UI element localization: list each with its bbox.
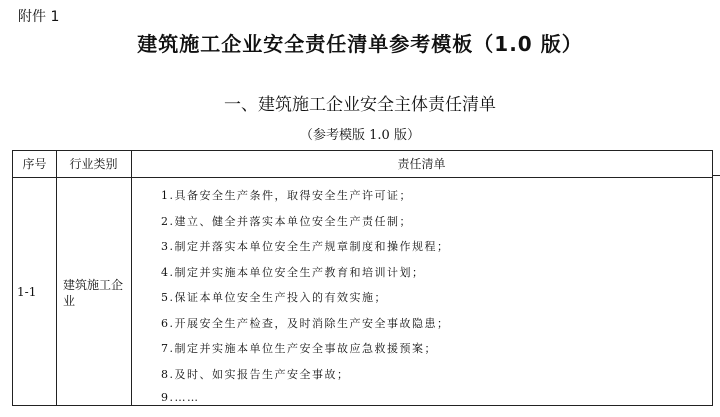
- row-serial-number: 1-1: [17, 285, 37, 299]
- header-industry-category: 行业类别: [69, 157, 118, 171]
- responsibility-item: 4.制定并实施本单位安全生产教育和培训计划；: [161, 265, 425, 279]
- responsibility-item: 8.及时、如实报告生产安全事故；: [161, 367, 350, 381]
- header-divider: [13, 177, 712, 178]
- responsibility-item: 7.制定并实施本单位生产安全事故应急救援预案；: [161, 342, 437, 355]
- responsibility-item: 3.制定并落实本单位安全生产规章制度和操作规程；: [161, 240, 450, 253]
- responsibility-item: 2.建立、健全并落实本单位安全生产责任制；: [161, 214, 412, 228]
- responsibility-items: [161, 187, 450, 417]
- responsibility-item: 6.开展安全生产检查，及时消除生产安全事故隐患；: [161, 316, 450, 330]
- table-edge-tick: [712, 175, 720, 176]
- header-serial-number: 序号: [22, 157, 47, 171]
- document-title: 建筑施工企业安全责任清单参考模板（1.0 版）: [137, 32, 583, 56]
- section-title: 一、建筑施工企业安全主体责任清单: [224, 95, 496, 115]
- row-industry-category: 建筑施工企业: [63, 278, 124, 308]
- responsibility-item: 9.……: [161, 391, 200, 404]
- column-divider: [56, 151, 57, 405]
- column-divider: [131, 151, 132, 405]
- responsibility-table: [12, 150, 713, 406]
- attachment-label: 附件 1: [18, 9, 60, 25]
- template-version-subtitle: （参考模版 1.0 版）: [300, 128, 420, 143]
- header-responsibility-list: 责任清单: [397, 157, 446, 171]
- responsibility-item: 1.具备安全生产条件，取得安全生产许可证；: [161, 189, 412, 202]
- responsibility-item: 5.保证本单位安全生产投入的有效实施；: [161, 291, 387, 304]
